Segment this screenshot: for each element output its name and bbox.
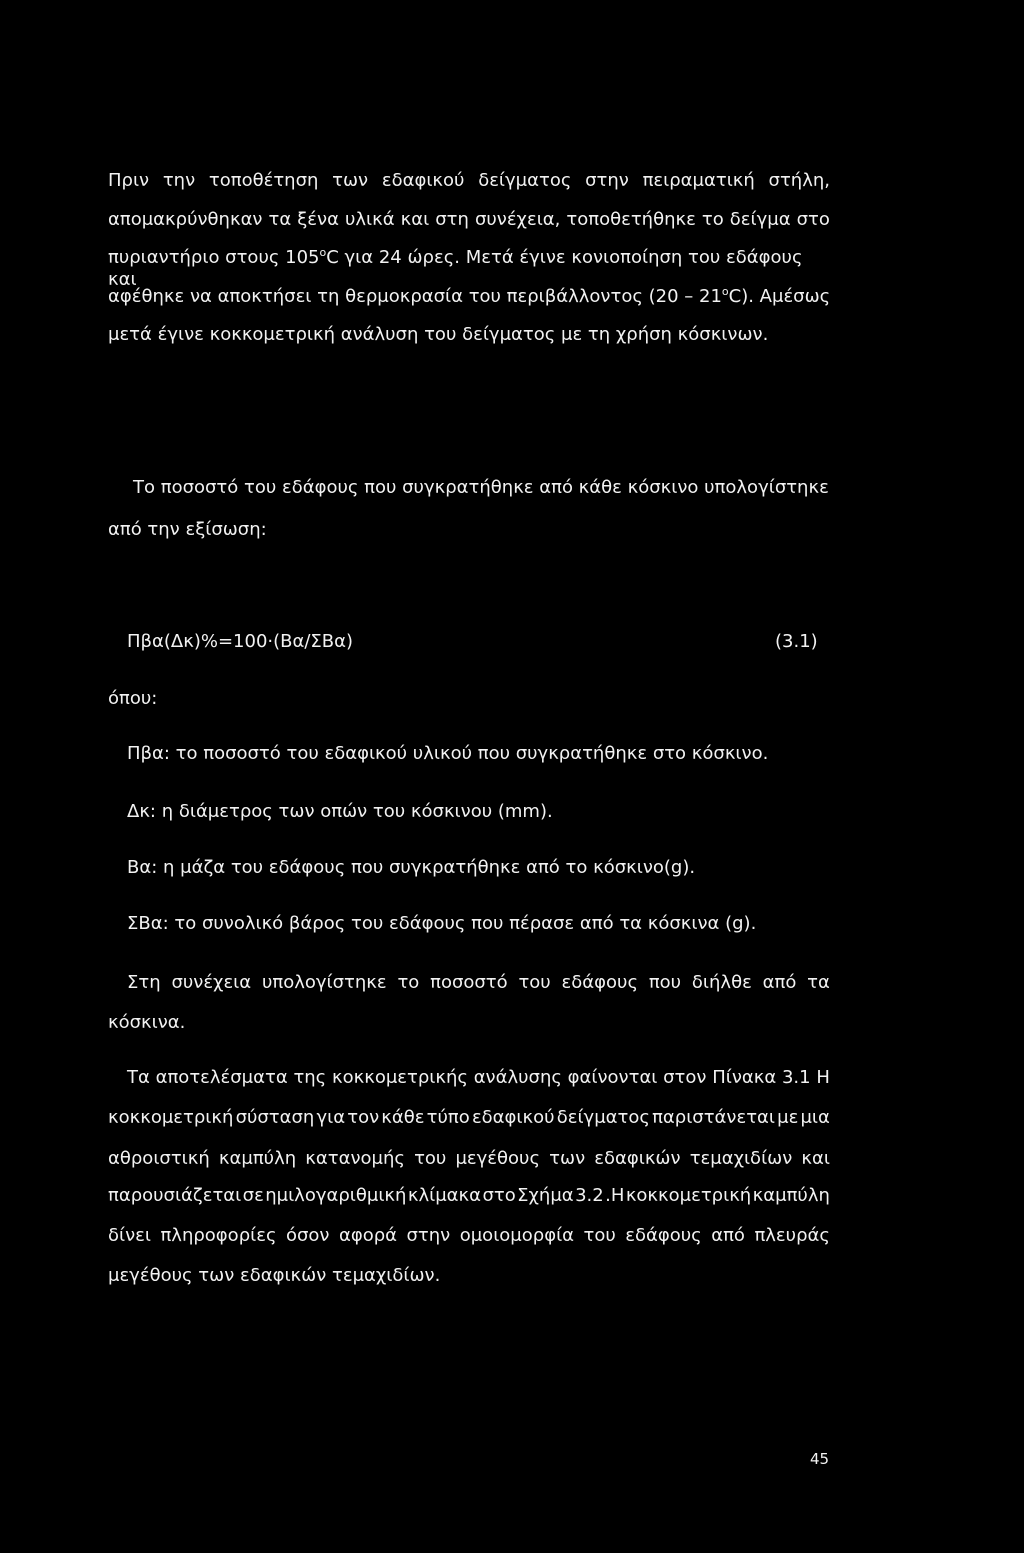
word: διήλθε [691,972,752,993]
word: στήλη, [768,170,830,191]
definition-ba: Βα: η μάζα του εδάφους που συγκρατήθηκε από το κόσκινο(g). [127,857,696,878]
word: αφορά [338,1225,398,1246]
word: Η [816,1067,830,1088]
word: πειραματική [642,170,755,191]
paragraph4-line5 [108,1225,830,1247]
word: παρουσιάζεται [108,1185,242,1206]
page-number: 45 [810,1450,830,1468]
word: των [332,170,369,191]
word: ημιλογαριθμική [265,1185,407,1206]
paragraph4-line6: μεγέθους των εδαφικών τεμαχιδίων. [108,1265,441,1286]
word: από [711,1225,745,1246]
paragraph4-line2 [108,1107,830,1129]
paragraph4-line3 [108,1148,830,1170]
word: συνέχεια [171,972,252,993]
word: του [518,972,551,993]
word: αθροιστική [108,1148,210,1169]
word: 3.1 [781,1067,811,1088]
word: Σχήμα [517,1185,574,1206]
word: τύπο [426,1107,470,1128]
word: δείγματος [478,170,572,191]
word: στη [435,209,469,230]
word: του [414,1148,447,1169]
word: ανάλυσης [473,1067,562,1088]
word: κοκκομετρική [108,1107,234,1128]
word: υλικά [344,209,395,230]
word: της [293,1067,327,1088]
word: φαίνονται [567,1067,658,1088]
word: στον [663,1067,707,1088]
paragraph3-line2: κόσκινα. [108,1012,186,1033]
word: εδαφικού [381,170,465,191]
word: εδαφικών [594,1148,681,1169]
word: σε [242,1185,264,1206]
definition-pba: Πβα: το ποσοστό του εδαφικού υλικού που συγκρατήθηκε στο κόσκινο. [127,743,769,764]
paragraph4-line4 [108,1185,830,1207]
word: μια [800,1107,830,1128]
word: σύσταση [235,1107,315,1128]
paragraph2-line2: από την εξίσωση: [108,519,267,540]
paragraph2-line1: Το ποσοστό του εδάφους που συγκρατήθηκε από κάθε κόσκινο υπολογίστηκε [133,477,829,498]
paragraph4-line1 [127,1067,830,1089]
word: συνέχεια, [474,209,561,230]
word: μεγέθους [455,1148,541,1169]
word: τα [268,209,292,230]
word: δείγμα [729,209,791,230]
word: αποτελέσματα [155,1067,288,1088]
paragraph1-line5: μετά έγινε κοκκομετρική ανάλυση του δείγματος με τη χρήση κόσκινων. [108,324,769,345]
where-label: όπου: [108,688,158,709]
word: με [777,1107,799,1128]
paragraph1-line1 [108,170,830,192]
word: την [162,170,196,191]
word: εδαφικού [471,1107,555,1128]
word: πληροφορίες [160,1225,277,1246]
word: όσον [286,1225,330,1246]
word: Στη [127,972,161,993]
definition-dk: Δκ: η διάμετρος των οπών του κόσκινου (mm). [127,801,553,822]
word: στην [585,170,629,191]
paragraph3-line1 [127,972,830,994]
word: στο [482,1185,516,1206]
paragraph1-line3-text: πυριαντήριο στους $105^oC$ για 24 ώρες. Μετά έγινε κονιοποίηση του εδάφους και [108,246,803,290]
word: εδάφους [625,1225,702,1246]
word: Τα [127,1067,150,1088]
word: στην [406,1225,451,1246]
word: κοκκομετρικής [331,1067,468,1088]
word: τον [347,1107,380,1128]
word: που [648,972,682,993]
word: στο [796,209,830,230]
word: το [397,972,420,993]
word: και [801,1148,830,1169]
word: του [583,1225,616,1246]
word: κατανομής [305,1148,405,1169]
word: .Η [605,1185,625,1206]
word: ποσοστό [430,972,508,993]
word: υπολογίστηκε [261,972,387,993]
word: τοποθετήθηκε [566,209,696,230]
word: κάθε [381,1107,425,1128]
word: από [762,972,797,993]
word: πλευράς [754,1225,830,1246]
word: το [701,209,724,230]
word: ομοιομορφία [459,1225,575,1246]
word: και [400,209,430,230]
word: δίνει [108,1225,151,1246]
word: Πριν [108,170,150,191]
paragraph1-line4: αφέθηκε να αποκτήσει τη θερμοκρασία του περιβάλλοντος $(20 - 21^oC)$. Αμέσως [108,285,831,307]
equation-formula: Πβα(Δκ)%=100·(Βα/ΣΒα) [127,631,354,652]
word: απομακρύνθηκαν [108,209,263,230]
word: εδάφους [561,972,639,993]
word: των [549,1148,586,1169]
paragraph1-line2 [108,209,830,231]
word: Πίνακα [712,1067,777,1088]
word: παριστάνεται [652,1107,775,1128]
word: τα [807,972,830,993]
word: τεμαχιδίων [689,1148,793,1169]
word: καμπύλη [218,1148,297,1169]
word: κοκκομετρική [625,1185,752,1206]
word: τοποθέτηση [208,170,319,191]
word: δείγματος [556,1107,650,1128]
definition-sba: ΣΒα: το συνολικό βάρος του εδάφους που πέρασε από τα κόσκινα (g). [127,913,757,934]
word: καμπύλη [752,1185,830,1206]
word: κλίμακα [407,1185,482,1206]
equation-number: (3.1) [775,631,818,652]
word: 3.2 [575,1185,604,1206]
word: για [316,1107,346,1128]
word: ξένα [297,209,339,230]
